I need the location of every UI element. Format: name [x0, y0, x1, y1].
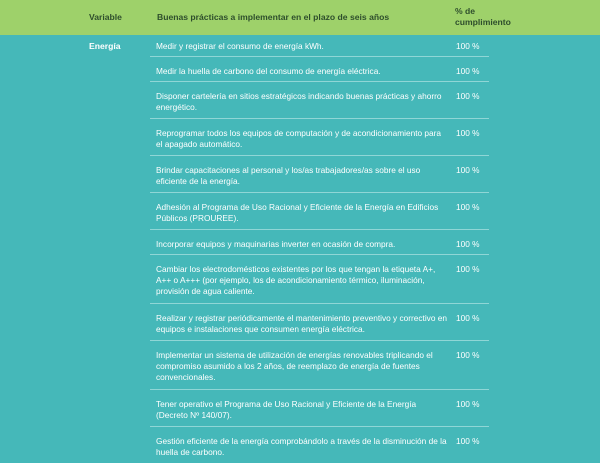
- table-row: [150, 239, 489, 255]
- table-header: [0, 0, 600, 35]
- practice-text: Brindar capacitaciones al personal y los/as trabajadores/as sobre el uso eficiente de la energía.: [156, 165, 421, 186]
- compliance-value: 100 %: [456, 165, 480, 175]
- compliance-value: 100 %: [456, 436, 480, 446]
- table-row: [150, 66, 489, 82]
- practice-text: Tener operativo el Programa de Uso Racional y Eficiente de la Energía (Decreto Nº 140/07).: [156, 399, 417, 420]
- compliance-value: 100 %: [456, 239, 480, 249]
- compliance-value: 100 %: [456, 399, 480, 409]
- practice-text: Disponer cartelería en sitios estratégicos indicando buenas prácticas y ahorro energético.: [156, 91, 442, 112]
- compliance-value: 100 %: [456, 41, 480, 51]
- variable-cell: Energía: [89, 41, 121, 51]
- practice-text: Medir y registrar el consumo de energía kWh.: [156, 41, 324, 51]
- practice-text: Medir la huella de carbono del consumo de energía eléctrica.: [156, 66, 381, 76]
- compliance-value: 100 %: [456, 202, 480, 212]
- practice-text: Incorporar equipos y maquinarias inverter en ocasión de compra.: [156, 239, 396, 249]
- table-row: [150, 350, 489, 390]
- compliance-value: 100 %: [456, 66, 480, 76]
- practice-text: Adhesión al Programa de Uso Racional y Eficiente de la Energía en Edificios Públicos (PROUREE).: [156, 202, 439, 223]
- compliance-value: 100 %: [456, 128, 480, 138]
- practice-text: Cambiar los electrodomésticos existentes por los que tengan la etiqueta A+, A++ o A+++ (por ejemplo, los de acondicionamiento térmico, iluminación, provisión de agua caliente.: [156, 264, 436, 296]
- table-row: [150, 399, 489, 427]
- compliance-value: 100 %: [456, 350, 480, 360]
- practice-text: Gestión eficiente de la energía comprobándolo a través de la disminución de la huella de carbono.: [156, 436, 447, 457]
- table-row: [150, 436, 489, 462]
- compliance-value: 100 %: [456, 91, 480, 101]
- compliance-value: 100 %: [456, 313, 480, 323]
- table-row: [150, 165, 489, 193]
- compliance-value: 100 %: [456, 264, 480, 274]
- practice-text: Implementar un sistema de utilización de energías renovables triplicando el compromiso asumido a los 2 años, de reemplazo de energía de fuentes convencionales.: [156, 350, 433, 382]
- table-row: [150, 41, 489, 57]
- header-variable: Variable: [89, 12, 122, 22]
- practice-text: Realizar y registrar periódicamente el mantenimiento preventivo y correctivo en equipos e instalaciones que consumen energía eléctrica.: [156, 313, 447, 334]
- header-compliance-line2: cumplimiento: [455, 17, 511, 27]
- practice-text: Reprogramar todos los equipos de computación y de acondicionamiento para el apagado automático.: [156, 128, 442, 149]
- header-compliance-line1: % de: [455, 6, 476, 16]
- table-row: [150, 128, 489, 156]
- table-row: [150, 202, 489, 230]
- table-row: [150, 91, 489, 119]
- table-row: [150, 264, 489, 304]
- header-compliance: [455, 6, 535, 28]
- header-practices: Buenas prácticas a implementar en el plazo de seis años: [157, 12, 390, 22]
- table-row: [150, 313, 489, 341]
